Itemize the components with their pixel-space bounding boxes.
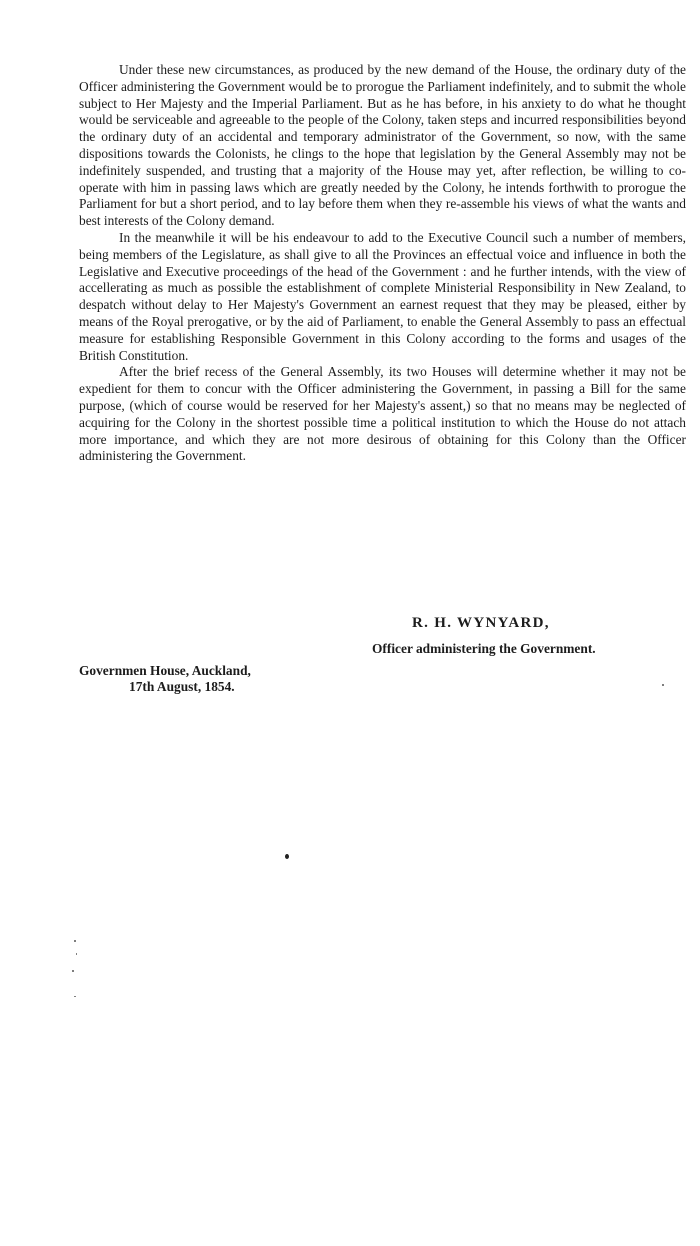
dateline xyxy=(79,663,251,695)
dateline-date: 17th August, 1854. xyxy=(129,679,235,694)
paragraph-3: After the brief recess of the General Assembly, its two Houses will determine whether it may not be expedient for them to concur with the Officer administering the Government, in passing a Bill for the same purpose, (which of course would be reserved for her Majesty's assent,) so that no means may be neglected of acquiring for the Colony in the shortest possible time a political institution to which the House do not attach more importance, and which they are not more desirous of obtaining for this Colony than the Officer administering the Government. xyxy=(79,364,686,464)
ink-speck xyxy=(74,940,76,942)
signatory-name: R. H. WYNYARD, xyxy=(412,615,550,631)
paragraph-1: Under these new circumstances, as produced by the new demand of the House, the ordinary duty of the Officer administering the Government would be to prorogue the Parliament indefinitely, and to submit the whole subject to Her Majesty and the Imperial Parliament. But as he has before, in his anxiety to do what he thought would be serviceable and agreeable to the people of the Colony, taken steps and incurred responsibilities beyond the ordinary duty of an accidental and temporary administrator of the Government, so now, with the same dispositions towards the Colonists, he clings to the hope that legislation by the General Assembly may not be indefinitely suspended, and trusting that a majority of the House may yet, after reflection, be willing to co-operate with him in passing laws which are greatly needed by the Colony, he intends forthwith to prorogue the Parliament for but a short period, and to lay before them when they re-assemble his views of what the wants and best interests of the Colony demand. xyxy=(79,62,686,229)
ink-speck xyxy=(662,684,664,686)
paragraph-2: In the meanwhile it will be his endeavour to add to the Executive Council such a number of members, being members of the Legislature, as shall give to all the Provinces an effectual voice and influence in both the Legislative and Executive proceedings of the head of the Government : and he further intends, with the view of accellerating as much as possible the establishment of complete Ministerial Responsibility in New Zealand, to despatch without delay to Her Majesty's Government an earnest request that they may be pleased, either by means of the Royal prerogative, or by the aid of Parliament, to enable the General Assembly to pass an effectual measure for establishing Responsible Government in this Colony according to the forms and usages of the British Constitution. xyxy=(79,229,686,363)
ink-speck xyxy=(74,996,76,997)
ink-speck xyxy=(76,953,77,955)
proclamation-body xyxy=(79,62,686,465)
ink-speck xyxy=(285,854,289,859)
dateline-place: Governmen House, Auckland, xyxy=(79,663,251,678)
signatory-title: Officer administering the Government. xyxy=(372,641,596,656)
ink-speck xyxy=(72,970,74,972)
